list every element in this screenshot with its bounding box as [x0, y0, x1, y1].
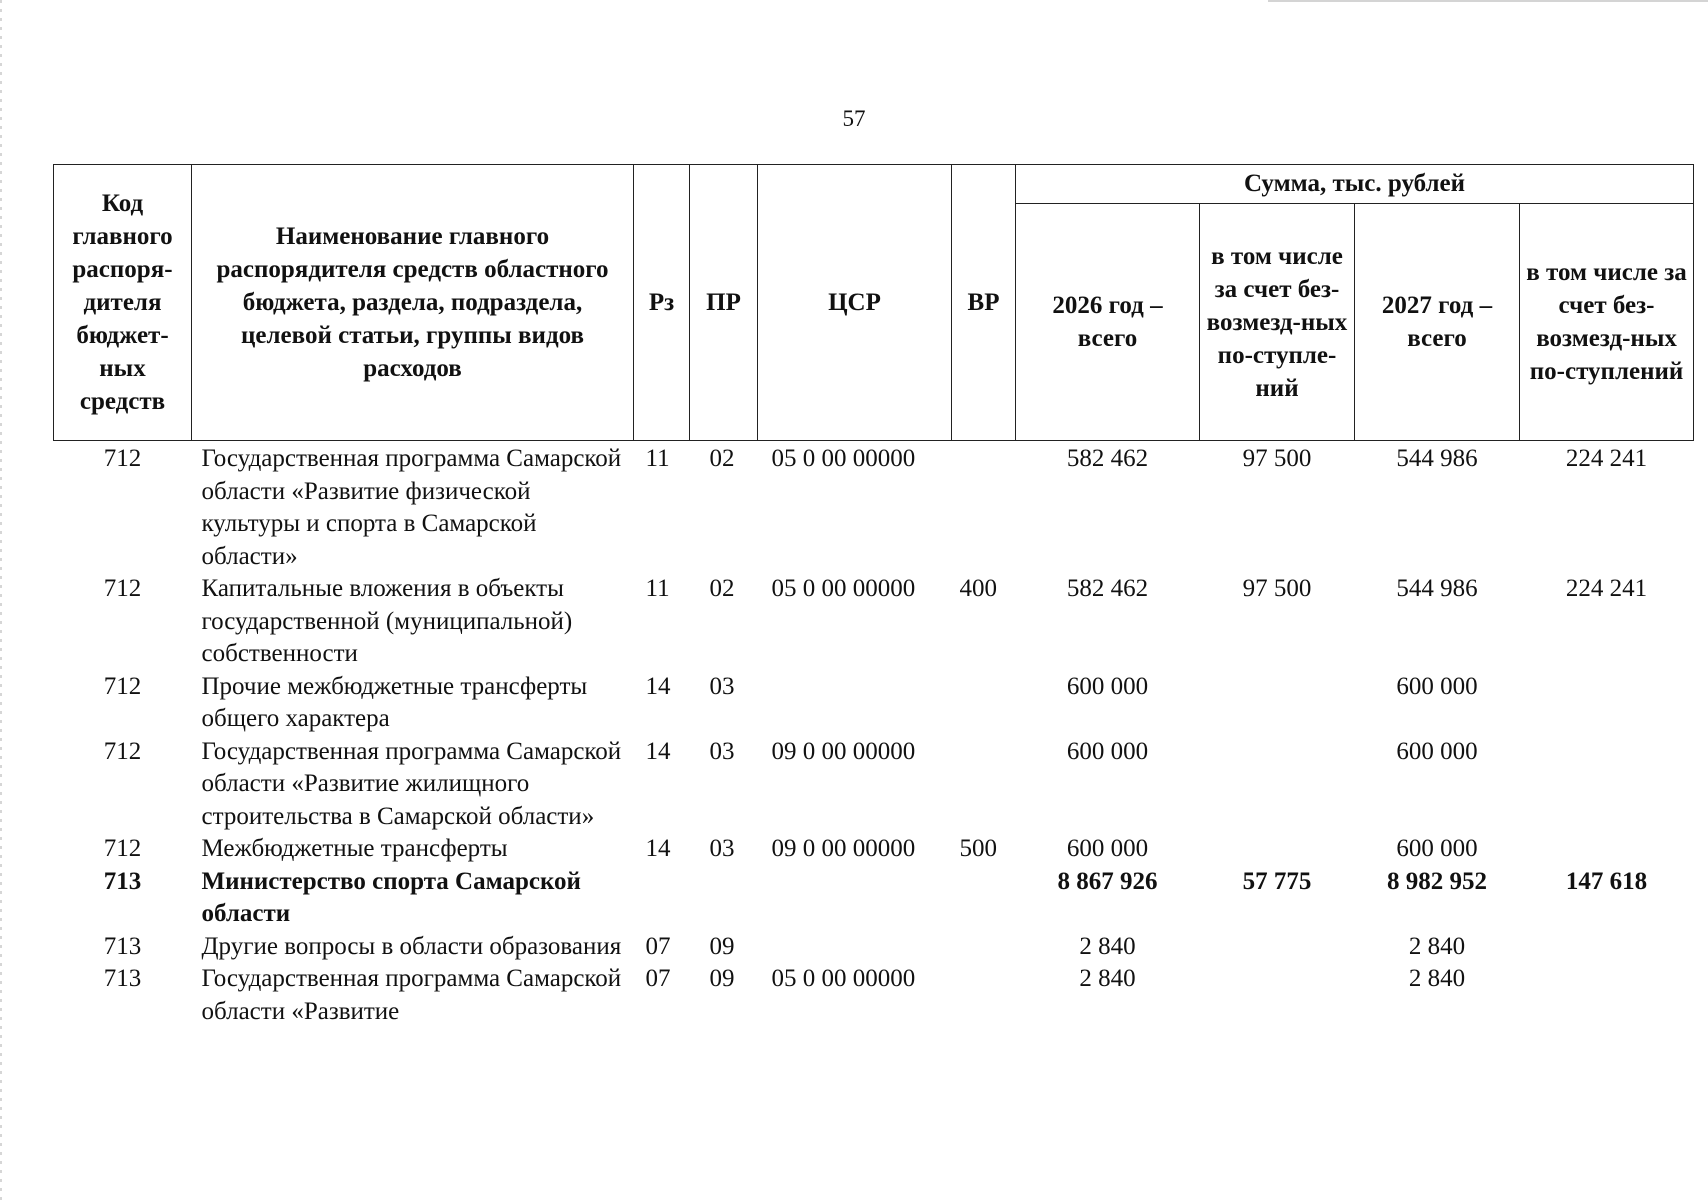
cell-name: Государственная программа Самарской области «Развитие жилищного строительства в Самарской области»: [201, 737, 622, 830]
cell-2027-free: [1520, 736, 1694, 834]
cell-csr: 09 0 00 00000: [771, 835, 916, 862]
scan-edge-artifact: [0, 0, 2, 1200]
cell-2026-free: 97 500: [1242, 445, 1312, 472]
table-row: [54, 963, 1694, 1028]
cell-2027-total: 600 000: [1396, 835, 1478, 862]
cell-vr: [952, 866, 1016, 931]
cell-vr: [952, 736, 1016, 834]
cell-2027-total: 600 000: [1396, 737, 1478, 765]
cell-vr: [952, 931, 1016, 964]
cell-code: 712: [103, 672, 142, 700]
cell-2026-free: [1200, 671, 1355, 736]
table-body: [54, 441, 1694, 1029]
header-vr: ВР: [952, 165, 1016, 441]
cell-2026-total: 600 000: [1066, 835, 1149, 862]
header-pr: ПР: [690, 165, 758, 441]
cell-2026-free: [1200, 833, 1355, 866]
cell-pr: 02: [709, 575, 735, 602]
cell-2026-free: [1200, 963, 1355, 1028]
cell-csr: [758, 671, 952, 736]
table-header: [54, 165, 1694, 441]
header-2026-total: 2026 год – всего: [1016, 204, 1200, 441]
cell-pr: 03: [709, 737, 735, 765]
cell-2026-free: [1200, 736, 1355, 834]
cell-rz: 11: [645, 445, 670, 472]
cell-2027-free: [1520, 833, 1694, 866]
table-row: [54, 931, 1694, 964]
cell-2027-total: 544 986: [1396, 575, 1478, 602]
cell-code: 713: [103, 867, 142, 895]
cell-code: 712: [103, 835, 142, 862]
cell-code: 712: [103, 445, 142, 472]
cell-2027-free: [1520, 671, 1694, 736]
cell-2026-free: 57 775: [1242, 867, 1312, 895]
cell-2027-total: 544 986: [1396, 445, 1478, 472]
cell-2026-total: 2 840: [1079, 932, 1136, 960]
cell-csr: 05 0 00 00000: [771, 575, 916, 602]
cell-code: 712: [103, 737, 142, 765]
header-2026-free: в том числе за счет без-возмезд-ных по-ступле-ний: [1200, 204, 1355, 441]
cell-csr: [758, 931, 952, 964]
cell-name: Межбюджетные трансферты: [201, 835, 508, 862]
cell-rz: 14: [645, 672, 671, 700]
cell-2026-total: 600 000: [1066, 737, 1149, 765]
cell-vr: [952, 963, 1016, 1028]
cell-vr: 500: [959, 835, 997, 862]
page-number: 57: [842, 106, 866, 131]
cell-vr: [952, 441, 1016, 574]
cell-2027-free: 147 618: [1565, 867, 1648, 895]
cell-code: 712: [103, 575, 142, 602]
cell-rz: 14: [645, 835, 671, 862]
header-sum-group: Сумма, тыс. рублей: [1016, 165, 1694, 204]
cell-2027-free: [1520, 931, 1694, 964]
header-2027-free: в том числе за счет без-возмезд-ных по-ступлений: [1520, 204, 1694, 441]
cell-2027-free: 224 241: [1565, 575, 1648, 602]
table-row: [54, 866, 1694, 931]
table-row: [54, 671, 1694, 736]
cell-csr: 09 0 00 00000: [771, 737, 916, 765]
cell-csr: [758, 866, 952, 931]
cell-rz: 11: [645, 575, 670, 602]
cell-2027-free: [1520, 963, 1694, 1028]
cell-pr: [690, 866, 758, 931]
cell-pr: 09: [709, 932, 735, 960]
table-row: [54, 833, 1694, 866]
cell-rz: 07: [645, 932, 671, 960]
cell-csr: 05 0 00 00000: [771, 965, 916, 992]
cell-rz: 14: [645, 737, 671, 765]
cell-2027-total: 8 982 952: [1387, 867, 1487, 895]
cell-2026-total: 582 462: [1066, 445, 1149, 472]
header-csr: ЦСР: [758, 165, 952, 441]
table-row: [54, 573, 1694, 671]
cell-code: 713: [103, 932, 142, 960]
cell-code: 713: [103, 965, 142, 992]
cell-name: Прочие межбюджетные трансферты общего характера: [201, 672, 588, 732]
cell-2027-total: 2 840: [1408, 965, 1466, 992]
cell-vr: 400: [959, 575, 997, 602]
cell-2026-free: 97 500: [1242, 575, 1312, 602]
cell-rz: [634, 866, 690, 931]
cell-2026-total: 600 000: [1066, 672, 1149, 700]
cell-2027-total: 600 000: [1396, 672, 1478, 700]
table-row: [54, 736, 1694, 834]
cell-2026-total: 2 840: [1079, 965, 1136, 992]
header-code: Код главного распоря-дителя бюджет-ных средств: [54, 165, 192, 441]
cell-2027-free: 224 241: [1565, 445, 1648, 472]
cell-2026-total: 8 867 926: [1057, 867, 1158, 895]
cell-pr: 09: [709, 965, 735, 992]
cell-name: Государственная программа Самарской области «Развитие: [201, 965, 622, 1025]
cell-rz: 07: [645, 965, 671, 992]
cell-name: Капитальные вложения в объекты государственной (муниципальной) собственности: [201, 575, 573, 667]
budget-table: [53, 164, 1694, 1028]
table-row: [54, 441, 1694, 574]
cell-pr: 02: [709, 445, 735, 472]
header-rz: Рз: [634, 165, 690, 441]
cell-pr: 03: [709, 672, 735, 700]
cell-name: Государственная программа Самарской области «Развитие физической культуры и спорта в Самарской области»: [201, 445, 622, 570]
header-2027-total: 2027 год – всего: [1355, 204, 1520, 441]
cell-name: Другие вопросы в области образования: [201, 932, 622, 960]
header-name: Наименование главного распорядителя средств областного бюджета, раздела, подраздела, целевой статьи, группы видов расходов: [192, 165, 634, 441]
cell-csr: 05 0 00 00000: [771, 445, 916, 472]
cell-2026-total: 582 462: [1066, 575, 1149, 602]
cell-2026-free: [1200, 931, 1355, 964]
cell-pr: 03: [709, 835, 735, 862]
cell-name: Министерство спорта Самарской области: [201, 867, 581, 927]
scan-top-artifact: [1268, 0, 1708, 2]
cell-2027-total: 2 840: [1408, 932, 1466, 960]
cell-vr: [952, 671, 1016, 736]
